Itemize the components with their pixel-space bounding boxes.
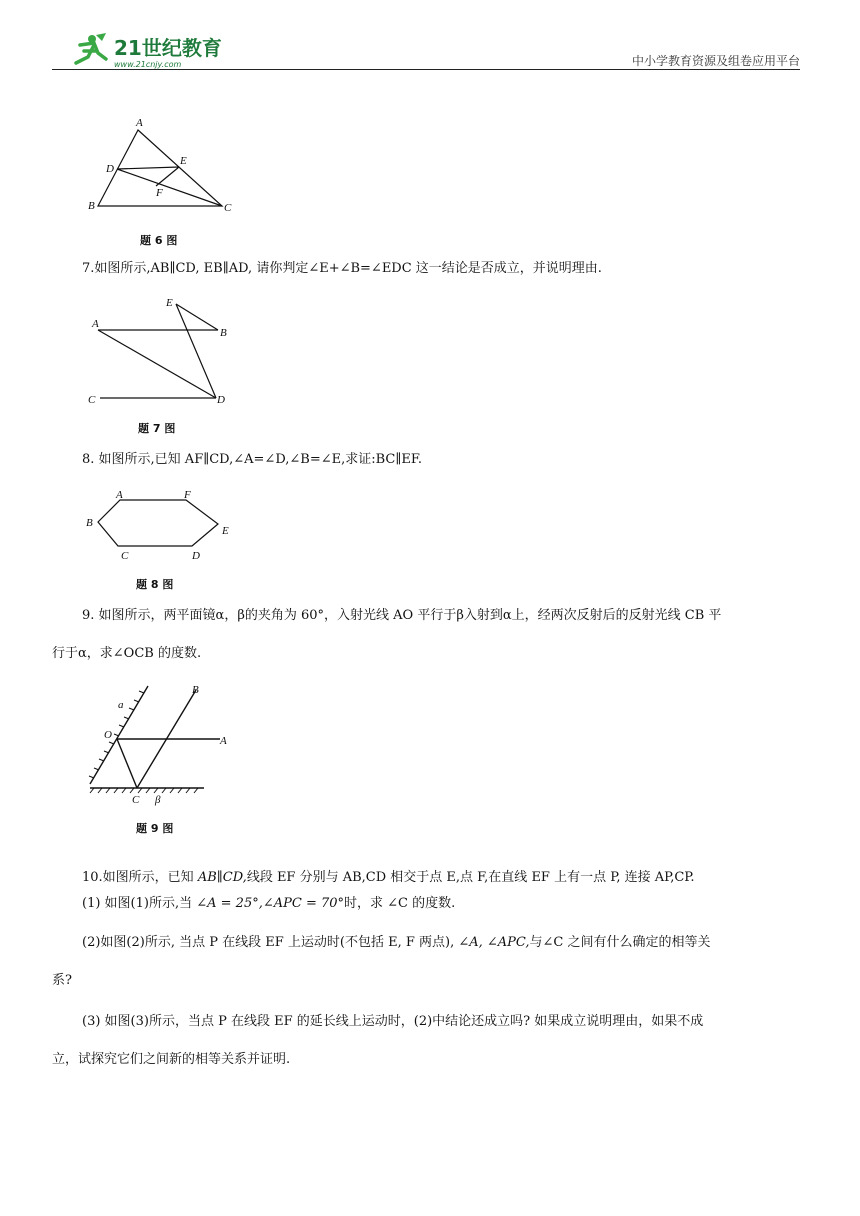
logo-text: 21世纪教育 [114, 36, 222, 60]
label-A: A [116, 489, 123, 501]
question-9-line-1: 9. 如图所示，两平面镜α，β的夹角为 60°，入射光线 AO 平行于β入射到α上，经两次反射后的反射光线 CB 平 [82, 608, 722, 623]
label-F: F [156, 187, 163, 199]
figure-7-caption: 题 7 图 [138, 422, 176, 435]
mirror-beta-hatching [90, 788, 198, 793]
q10-p2-text-a: (2)如图(2)所示, 当点 P 在线段 EF 上运动时(不包括 E, F 两点), [82, 935, 459, 950]
label-B: B [86, 517, 93, 529]
label-D: D [217, 394, 225, 406]
label-C: C [132, 794, 140, 806]
label-D: D [106, 163, 114, 175]
q10-p2-math: ∠A, ∠APC, [458, 935, 530, 950]
label-beta: β [155, 794, 161, 806]
figure-7 [80, 290, 250, 410]
question-9-line-2: 行于α，求∠OCB 的度数. [52, 646, 202, 661]
q10-p1-text-b: 时，求 ∠C 的度数. [344, 896, 456, 911]
label-D: D [192, 550, 200, 562]
logo-url: www.21cnjy.com [114, 60, 182, 69]
q10-p2-text-b: 与∠C 之间有什么确定的相等关 [529, 935, 711, 950]
label-B: B [88, 200, 95, 212]
question-10-part-2 [82, 933, 711, 953]
label-C: C [88, 394, 96, 406]
question-10-part-2-cont: 系? [52, 973, 72, 988]
label-A: A [92, 318, 99, 330]
label-B: B [220, 327, 227, 339]
runner-icon [76, 33, 106, 63]
figure-9 [80, 678, 260, 808]
figure-8-caption: 题 8 图 [136, 578, 174, 591]
question-10-part-3-line-2: 立，试探究它们之间新的相等关系并证明. [52, 1052, 291, 1067]
q10-p1-text-a: (1) 如图(1)所示,当 [82, 896, 197, 911]
header-divider [52, 69, 800, 70]
figure-9-caption: 题 9 图 [136, 822, 174, 835]
figure-6-caption: 题 6 图 [140, 234, 178, 247]
label-E: E [180, 155, 187, 167]
label-C: C [121, 550, 129, 562]
label-C: C [224, 202, 232, 214]
label-B: B [192, 684, 199, 696]
figure-6 [80, 112, 250, 222]
label-E: E [222, 525, 229, 537]
question-8: 8. 如图所示,已知 AF∥CD,∠A=∠D,∠B=∠E,求证:BC∥EF. [82, 452, 423, 467]
question-10-part-1 [82, 894, 455, 914]
label-alpha: a [118, 699, 124, 711]
question-7: 7.如图所示,AB∥CD, EB∥AD, 请你判定∠E+∠B=∠EDC 这一结论是否成立，并说明理由. [82, 261, 602, 276]
question-10-part-3-line-1: (3) 如图(3)所示，当点 P 在线段 EF 的延长线上运动时，(2)中结论还成立吗? 如果成立说明理由，如果不成 [82, 1014, 704, 1029]
label-O: O [104, 729, 112, 741]
logo [62, 31, 252, 71]
question-10-intro [82, 868, 695, 888]
figure-8 [80, 484, 250, 568]
q10-intro-math: AB∥CD, [197, 870, 247, 885]
mirror-alpha-hatching [89, 691, 144, 778]
label-E: E [166, 297, 173, 309]
q10-intro-text-b: 线段 EF 分别与 AB,CD 相交于点 E,点 F,在直线 EF 上有一点 P, 连接 AP,CP. [246, 870, 695, 885]
q10-intro-text-a: 10.如图所示，已知 [82, 870, 198, 885]
header-tagline: 中小学教育资源及组卷应用平台 [631, 54, 800, 68]
label-A: A [136, 117, 143, 129]
q10-p1-math: ∠A = 25°,∠APC = 70° [196, 896, 345, 911]
label-A: A [220, 735, 227, 747]
label-F: F [184, 489, 191, 501]
